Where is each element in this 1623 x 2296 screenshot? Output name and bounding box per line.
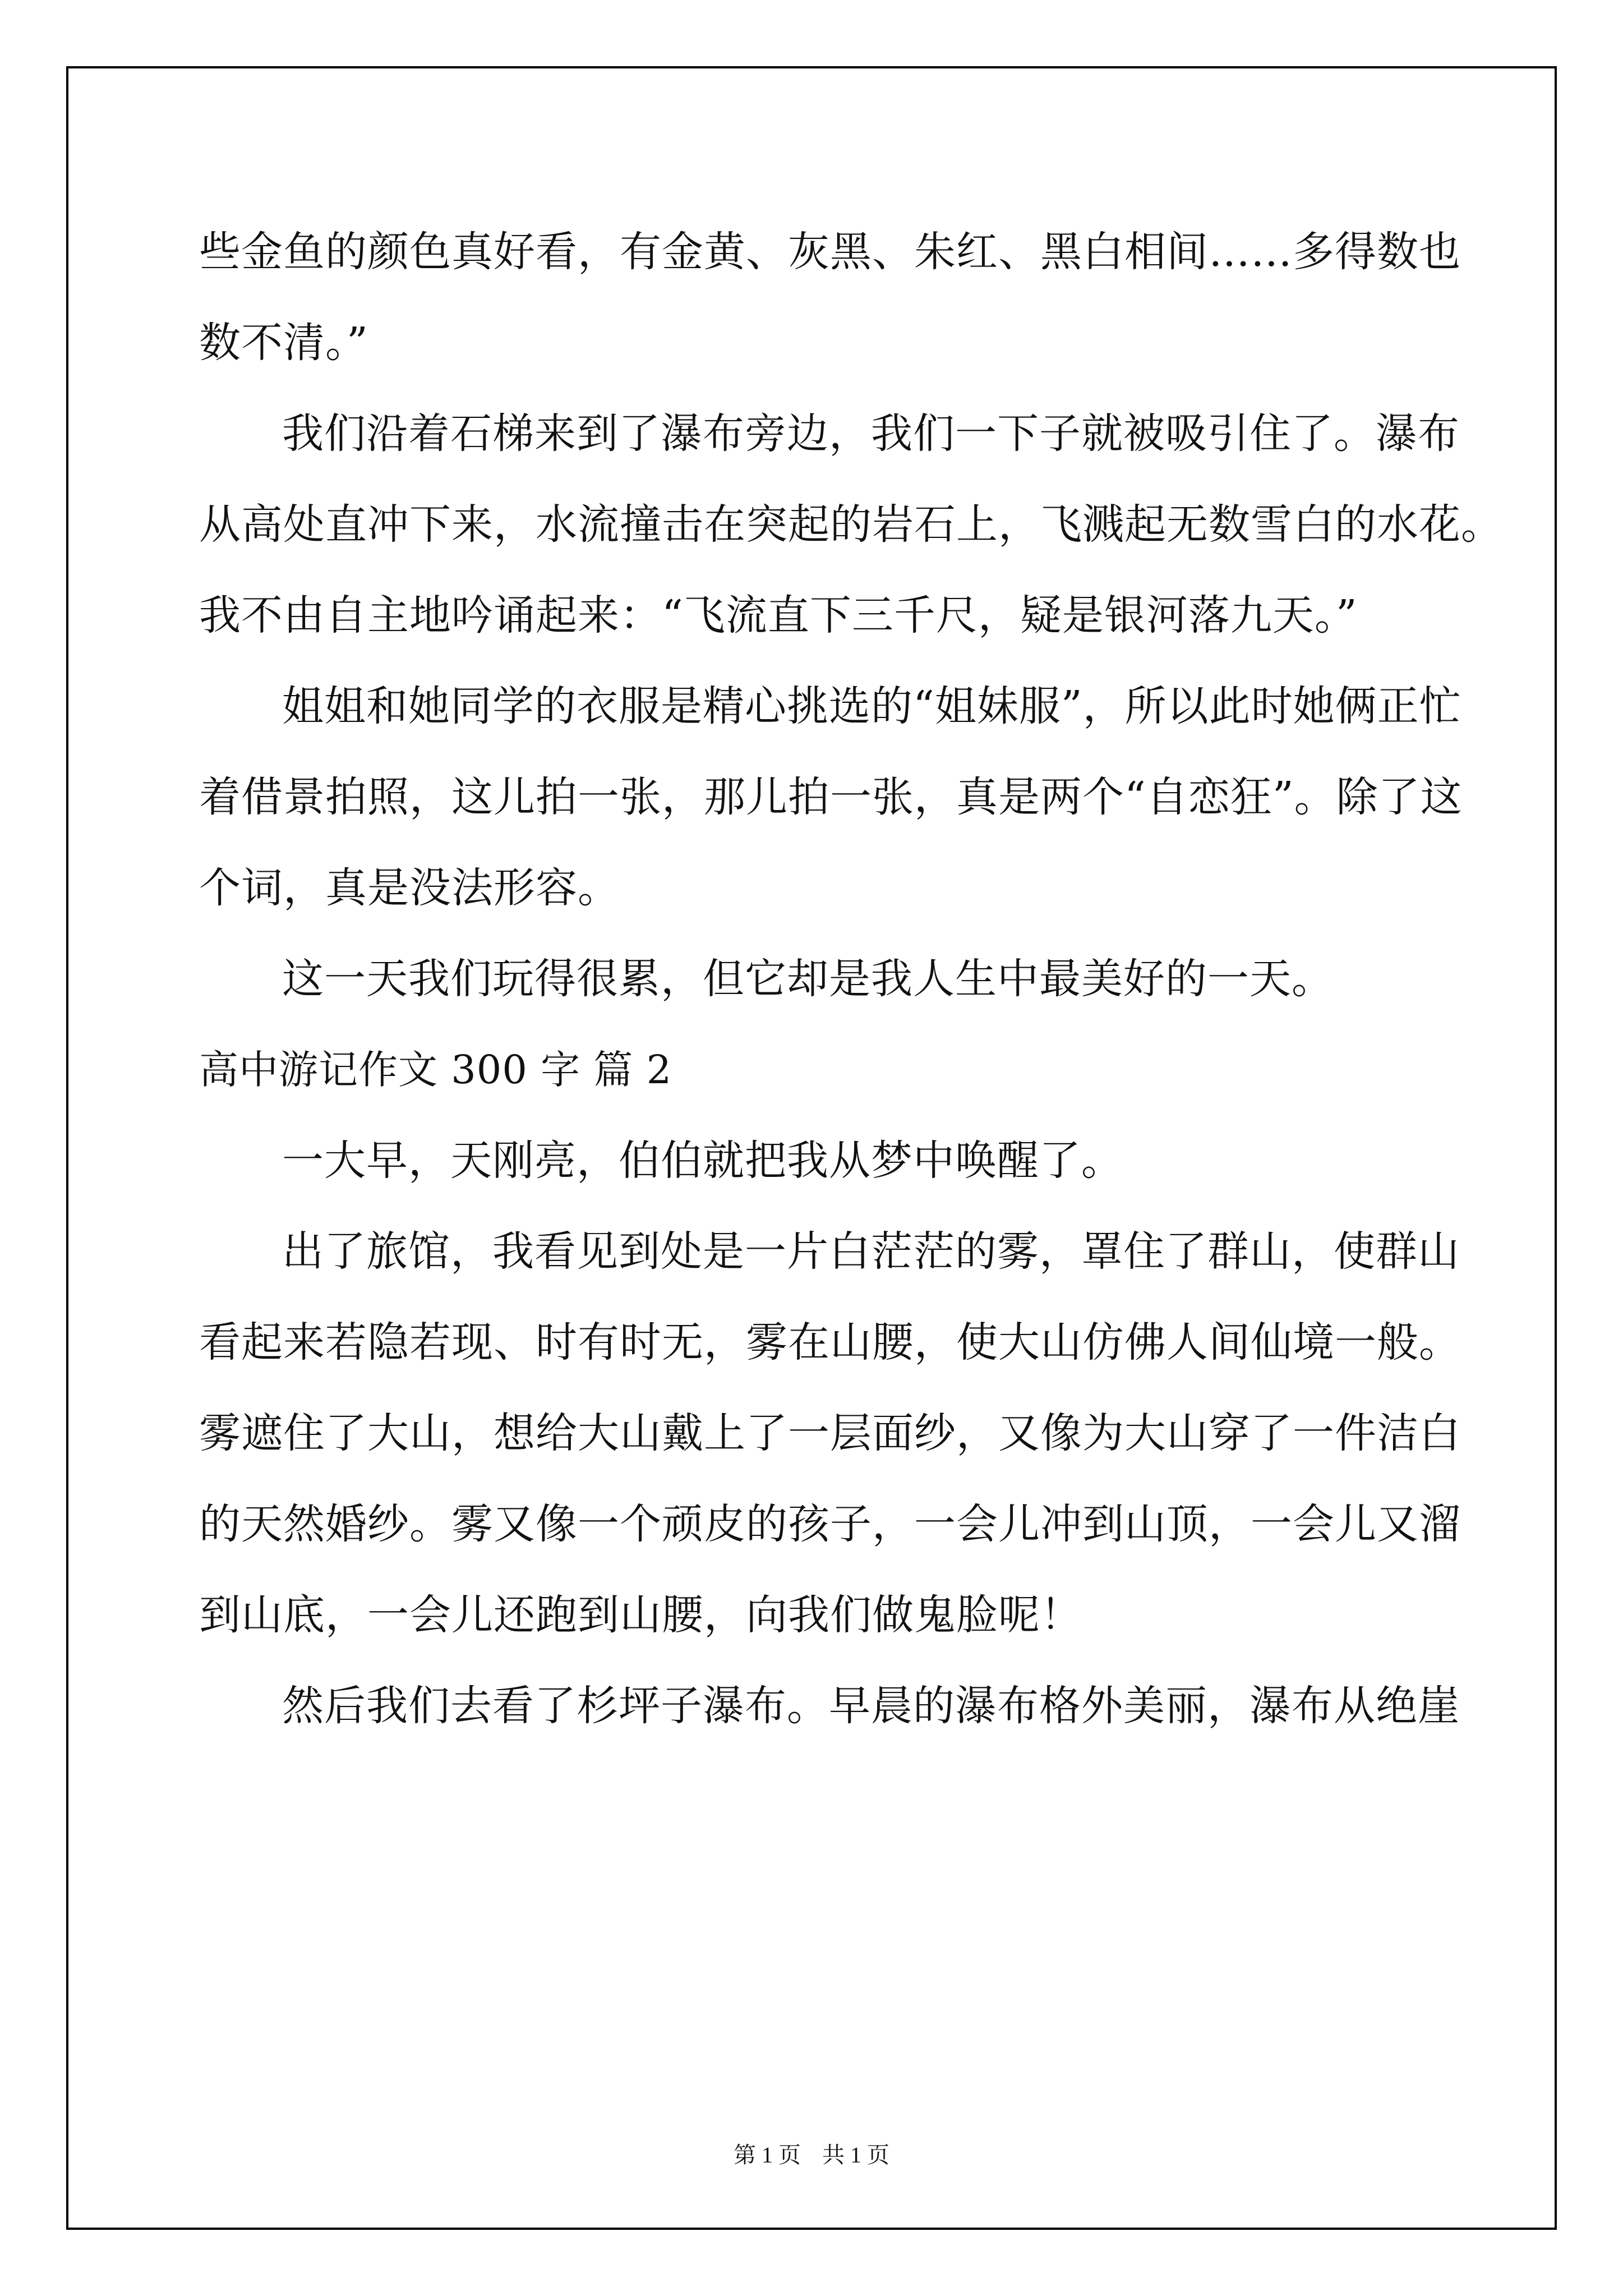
text-line: 我不由自主地吟诵起来：“飞流直下三千尺，疑是银河落九天。” — [199, 591, 1358, 639]
page-footer — [0, 2137, 1623, 2169]
text-line: 然后我们去看了杉坪子瀑布。早晨的瀑布格外美丽，瀑布从绝崖 — [282, 1682, 1460, 1730]
text-line: 些金鱼的颜色真好看，有金黄、灰黑、朱红、黑白相间……多得数也 — [199, 228, 1461, 276]
text-line: 一大早，天刚亮，伯伯就把我从梦中唤醒了。 — [282, 1137, 1123, 1185]
section-heading: 高中游记作文 300 字 篇 2 — [199, 1047, 672, 1093]
text-line: 数不清。” — [199, 319, 368, 367]
text-line: 姐姐和她同学的衣服是精心挑选的“姐妹服”，所以此时她俩正忙 — [282, 682, 1461, 730]
text-line: 的天然婚纱。雾又像一个顽皮的孩子，一会儿冲到山顶，一会儿又溜 — [199, 1500, 1461, 1548]
text-line: 这一天我们玩得很累，但它却是我人生中最美好的一天。 — [282, 955, 1334, 1003]
text-line: 我们沿着石梯来到了瀑布旁边，我们一下子就被吸引住了。瀑布 — [282, 409, 1460, 458]
text-line: 雾遮住了大山，想给大山戴上了一层面纱，又像为大山穿了一件洁白 — [199, 1409, 1461, 1457]
text-line: 从高处直冲下来，水流撞击在突起的岩石上，飞溅起无数雪白的水花。 — [199, 500, 1503, 549]
text-line: 出了旅馆，我看见到处是一片白茫茫的雾，罩住了群山，使群山 — [282, 1227, 1460, 1276]
page-number: 第 1 页 — [734, 2142, 801, 2168]
text-line: 着借景拍照，这儿拍一张，那儿拍一张，真是两个“自恋狂”。除了这 — [199, 773, 1463, 821]
text-line: 到山底，一会儿还跑到山腰，向我们做鬼脸呢！ — [199, 1591, 1082, 1639]
page-total: 共 1 页 — [822, 2142, 889, 2168]
text-line: 看起来若隐若现、时有时无，雾在山腰，使大山仿佛人间仙境一般。 — [199, 1318, 1461, 1366]
text-line: 个词，真是没法形容。 — [199, 864, 620, 912]
document-body — [199, 206, 1503, 1751]
